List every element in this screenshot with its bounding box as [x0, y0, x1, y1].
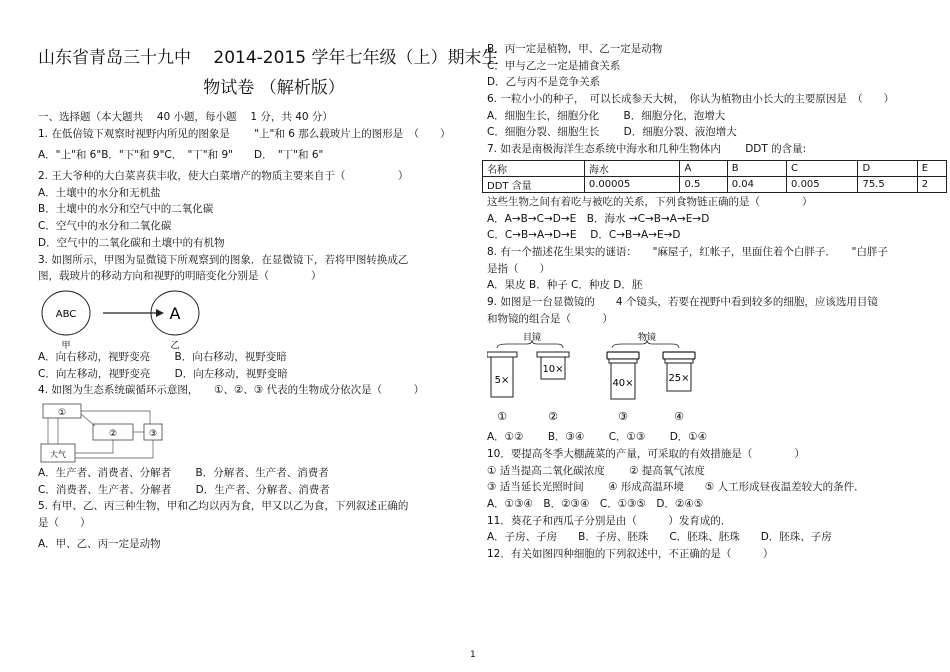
figure-3-right-caption: 乙 [170, 340, 180, 350]
question-8-cont: 是指（ ） [487, 262, 550, 275]
question-9-options: A．①② B．③④ C．①③ D．①④ [487, 431, 708, 444]
figure-3-left-label: ABC [55, 308, 77, 320]
question-6-options-ab: A．细胞生长，细胞分化 B．细胞分化，泡增大 [487, 109, 726, 122]
question-8: 8. 有一个描述花生果实的谜语： "麻屋子，红帐子，里面住着个白胖子． "白胖子 [487, 245, 889, 258]
figure-9-num-4: ④ [674, 410, 684, 424]
question-3-options-ab: A．向右移动，视野变亮 B．向右移动，视野变暗 [38, 350, 287, 363]
table-cell: 0.005 [787, 176, 858, 192]
figure-3-left-caption: 甲 [61, 340, 71, 350]
figure-9-num-1: ① [497, 410, 507, 424]
question-5-option-c: C．甲与乙之一定是捕食关系 [487, 59, 621, 72]
page-number: 1 [470, 650, 476, 660]
figure-9-num-3: ③ [618, 410, 628, 424]
question-4-options-cd: C．消费者、生产者、分解者 D．生产者、分解者、消费者 [38, 483, 330, 496]
table-cell: 2 [917, 176, 946, 192]
table-cell: D [858, 160, 917, 176]
table-row [483, 160, 947, 176]
question-5-option-d: D．乙与丙不是竞争关系 [487, 76, 601, 89]
question-7-options-cd: C．C→B→A→D→E D．C→B→A→E→D [487, 229, 681, 242]
question-1: 1. 在低倍镜下观察时视野内所见的图象是 "上"和 6 那么载玻片上的图形是 （ ） [38, 127, 451, 140]
question-7: 7. 如表是南极海洋生态系统中海水和几种生物体内 DDT 的含量: [487, 143, 807, 156]
question-1-options: A．"上"和 6"B．"下"和 9"C． "丅"和 9" D． "丅"和 6" [38, 149, 324, 162]
question-11: 11．葵花子和西瓜子分别是由（ ）发育成的． [487, 514, 732, 527]
question-3-cont: 图，载玻片的移动方向和视野的明暗变化分别是（ ） [38, 270, 322, 283]
table-cell: B [727, 160, 786, 176]
figure-9-lenses [487, 328, 927, 430]
table-cell: 0.00005 [584, 176, 680, 192]
table-cell: DDT 含量 [483, 176, 585, 192]
title-line-2: 物试卷 （解析版） [203, 78, 345, 98]
figure-9-lens-3-mag: 40× [612, 378, 634, 390]
question-5: 5. 有甲、乙、丙三种生物，甲和乙均以丙为食，甲又以乙为食，下列叙述正确的 [38, 500, 409, 513]
table-cell: C [787, 160, 858, 176]
question-7-cont: 这些生物之间有着吃与被吃的关系，下列食物链正确的是（ ） [487, 195, 813, 208]
question-4-options-ab: A．生产者、消费者、分解者 B．分解者、生产者、消费者 [38, 466, 329, 479]
question-4: 4. 如图为生态系统碳循环示意图， ①、②、③ 代表的生物成分依次是（ ） [38, 384, 425, 397]
table-cell: E [917, 160, 946, 176]
question-3-options-cd: C．向左移动，视野变亮 D．向左移动，视野变暗 [38, 367, 288, 380]
question-9-cont: 和物镜的组合是（ ） [487, 312, 613, 325]
figure-3-right-label: A [169, 303, 181, 323]
figure-3 [38, 288, 470, 350]
title-line-1: 山东省青岛三十九中 2014-2015 学年七年级（上）期末生 [38, 48, 499, 68]
question-10: 10．要提高冬季大棚蔬菜的产量，可采取的有效措施是（ ） [487, 448, 805, 460]
question-5-option-b: B．丙一定是植物，甲、乙一定是动物 [487, 43, 663, 55]
question-6: 6. 一粒小小的种子， 可以长成参天大树， 你认为植物由小长大的主要原因是 （ ） [487, 93, 895, 106]
table-cell: 0.5 [680, 176, 727, 192]
question-9: 9. 如图是一台显微镜的 4 个镜头，若要在视野中看到较多的细胞，应该选用目镜 [487, 295, 878, 308]
figure-9-num-2: ② [548, 410, 558, 424]
figure-4-box-2: ② [108, 428, 118, 439]
question-2-option-c: C．空气中的水分和二氧化碳 [38, 220, 172, 233]
question-2-option-b: B．土壤中的水分和空气中的二氧化碳 [38, 203, 214, 216]
table-cell: 0.04 [727, 176, 786, 192]
figure-9-lens-2-mag: 10× [542, 364, 564, 376]
question-10-items-1: ① 适当提高二氧化碳浓度 ② 提高氧气浓度 [487, 464, 705, 477]
right-column [487, 42, 927, 564]
figure-9-lens-4-mag: 25× [668, 373, 690, 385]
table-cell: 海水 [584, 160, 680, 176]
figure-4-air-box: 大气 [50, 449, 66, 459]
question-10-options: A．①③④ B．②③④ C．①③⑤ D．②④⑤ [487, 498, 704, 511]
question-11-options: A．子房、子房 B．子房、胚珠 C．胚珠、胚珠 D．胚珠、子房 [487, 531, 832, 544]
question-10-items-2: ③ 适当延长光照时间 ④ 形成高温环境 ⑤ 人工形成昼夜温差较大的条件． [487, 481, 865, 494]
figure-4-carbon-cycle [38, 400, 470, 466]
question-3: 3. 如图所示，甲图为显微镜下所观察到的图象．在显微镜下，若将甲图转换成乙 [38, 253, 409, 266]
question-2-option-d: D．空气中的二氧化碳和土壤中的有机物 [38, 236, 225, 249]
question-5-option-a: A．甲、乙、丙一定是动物 [38, 537, 161, 550]
figure-4-box-3: ③ [148, 428, 158, 439]
section-heading: 一、选择题（本大题共 40 小题，每小题 1 分，共 40 分） [38, 111, 333, 123]
table-row [483, 176, 947, 192]
question-12: 12．有关如图四种细胞的下列叙述中，不正确的是（ ） [487, 548, 774, 561]
question-6-options-cd: C．细胞分裂、细胞生长 D．细胞分裂、液泡增大 [487, 126, 737, 139]
table-cell: 名称 [483, 160, 585, 176]
table-cell: A [680, 160, 727, 176]
ddt-table [482, 160, 947, 193]
figure-9-objective-label: 物镜 [637, 333, 657, 344]
question-2: 2. 王大爷种的大白菜喜获丰收，使大白菜增产的物质主要来自于（ ） [38, 170, 409, 183]
table-cell: 75.5 [858, 176, 917, 192]
question-7-options-ab: A．A→B→C→D→E B．海水 →C→B→A→E→D [487, 212, 710, 225]
question-5-cont: 是（ ） [38, 517, 91, 529]
question-8-options: A．果皮 B．种子 C．种皮 D．胚 [487, 279, 643, 292]
question-2-option-a: A．土壤中的水分和无机盐 [38, 186, 161, 199]
figure-9-lens-1-mag: 5× [494, 375, 510, 387]
figure-4-box-1: ① [57, 407, 67, 418]
figure-9-eyepiece-label: 目镜 [522, 333, 542, 344]
